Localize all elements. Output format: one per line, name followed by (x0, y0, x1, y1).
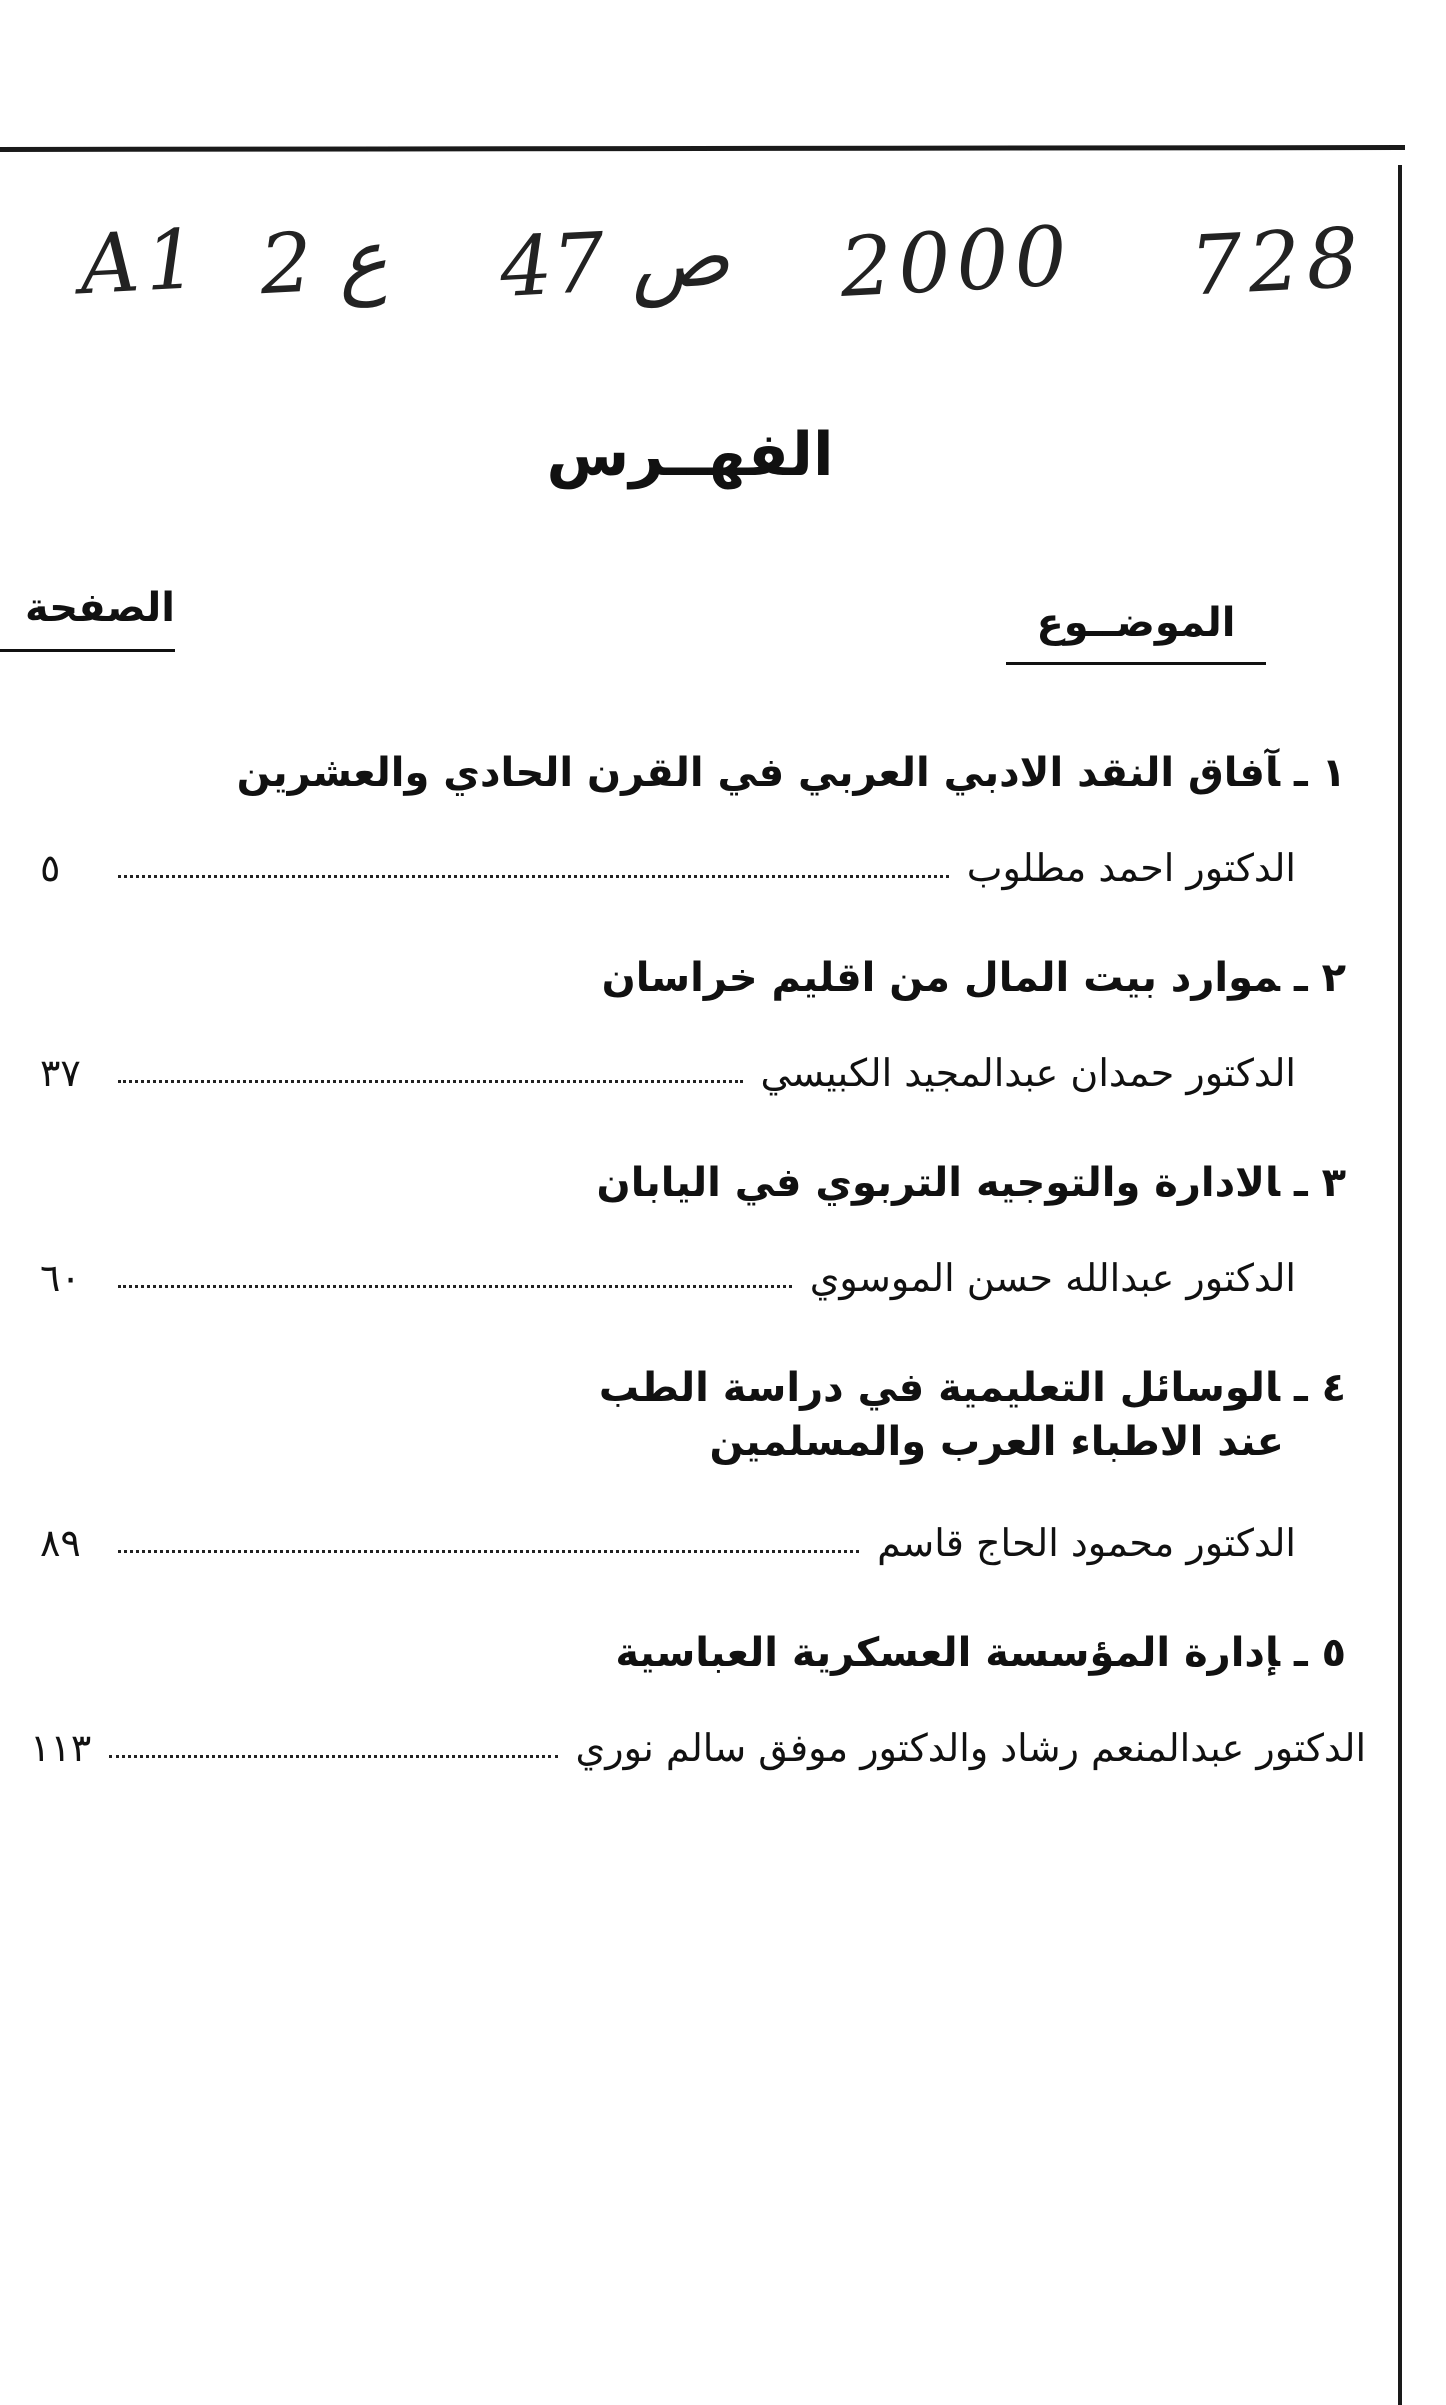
leader-dots (118, 875, 949, 878)
entry-page-number: ٣٧ (40, 1051, 81, 1095)
entry-title-text: الادارة والتوجيه التربوي في اليابان (596, 1160, 1280, 1206)
handwritten-part-4: 2000 (837, 208, 1076, 317)
entry-author-row (40, 1505, 1346, 1565)
entry-author-row (40, 1035, 1346, 1095)
entry-author-row (30, 1710, 1366, 1770)
entry-author: الدكتور حمدان عبدالمجيد الكبيسي (760, 1051, 1296, 1095)
entry-number: ١ ـ (1293, 750, 1346, 796)
right-margin-rule (1398, 165, 1402, 2405)
entry-title-text: إدارة المؤسسة العسكرية العباسية (615, 1630, 1280, 1676)
entry-page-number: ١١٣ (30, 1726, 92, 1770)
entry-page-number: ٥ (40, 846, 61, 890)
leader-dots (109, 1755, 557, 1758)
handwritten-part-5: 728 (1187, 210, 1367, 315)
handwritten-part-3: 47 ص (497, 209, 732, 316)
entry-number: ٥ ـ (1293, 1630, 1346, 1676)
entry-title (615, 1630, 1346, 1676)
entry-author-row (40, 1240, 1346, 1300)
entry-author-row (40, 830, 1346, 890)
entry-author: الدكتور احمد مطلوب (966, 846, 1296, 890)
entry-title (599, 1365, 1346, 1465)
entry-page-number: ٨٩ (40, 1521, 81, 1565)
entry-author: الدكتور عبدالله حسن الموسوي (809, 1256, 1296, 1300)
top-rule (0, 145, 1405, 152)
handwritten-part-2: 2 ع (257, 211, 390, 314)
entry-title-text: آفاق النقد الادبي العربي في القرن الحادي والعشرين (236, 750, 1280, 796)
entry-title-line-2: عند الاطباء العرب والمسلمين (709, 1419, 1284, 1465)
entry-title-text: موارد بيت المال من اقليم خراسان (601, 955, 1280, 1001)
leader-dots (118, 1080, 743, 1083)
leader-dots (118, 1550, 859, 1553)
entry-number: ٢ ـ (1293, 955, 1346, 1001)
leader-dots (118, 1285, 792, 1288)
entry-number: ٣ ـ (1293, 1160, 1346, 1206)
entry-title (237, 750, 1346, 796)
entry-number: ٤ ـ (1293, 1365, 1346, 1411)
entry-author: الدكتور عبدالمنعم رشاد والدكتور موفق سالم نوري (575, 1726, 1366, 1770)
column-header-page: الصفحة (0, 585, 175, 652)
handwritten-part-1: A1 (77, 211, 206, 314)
entry-title (597, 1160, 1346, 1206)
page-title: الفهــرس (546, 420, 834, 490)
entry-title (602, 955, 1346, 1001)
column-header-topic: الموضــوع (1006, 600, 1266, 665)
entry-title-text: الوسائل التعليمية في دراسة الطب (598, 1365, 1280, 1411)
handwritten-catalog-note (77, 208, 1370, 335)
entry-author: الدكتور محمود الحاج قاسم (877, 1521, 1296, 1565)
entry-page-number: ٦٠ (40, 1256, 81, 1300)
